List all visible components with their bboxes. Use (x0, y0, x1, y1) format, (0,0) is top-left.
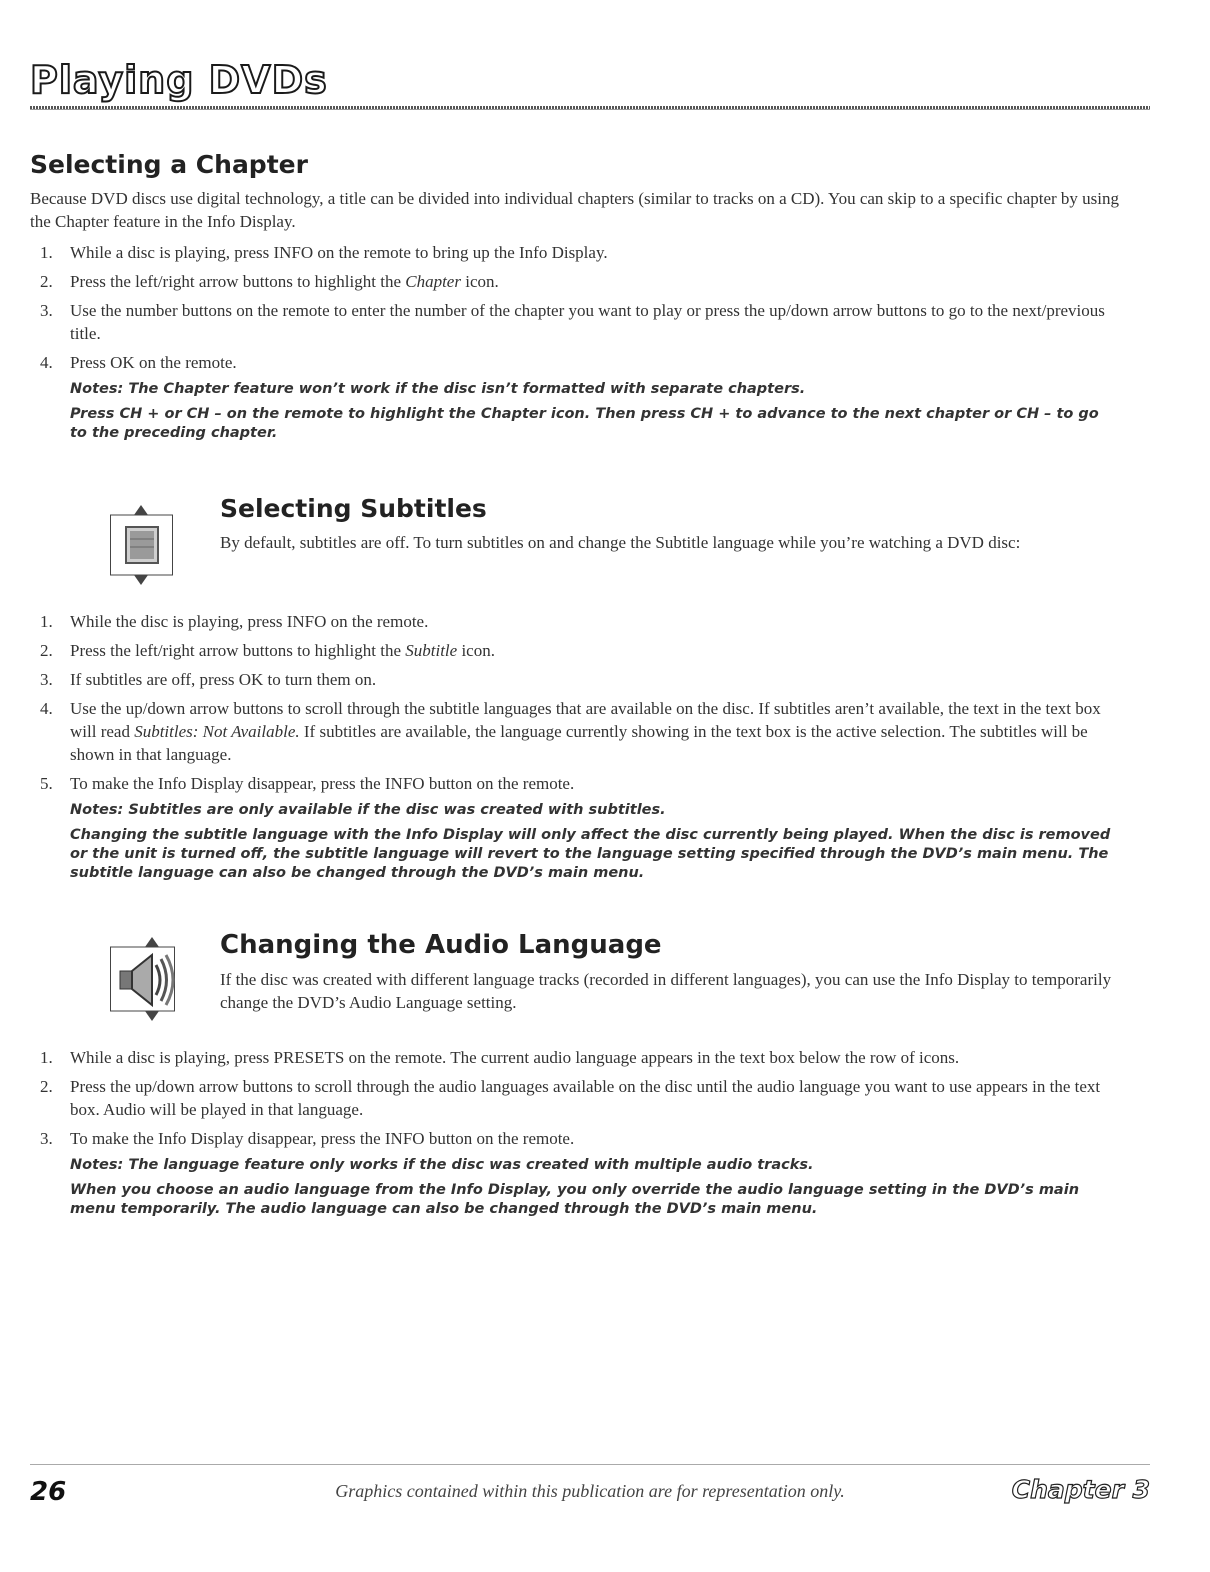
list-item: 1. While the disc is playing, press INFO on the remote. (40, 612, 429, 631)
list-item: 4. Press OK on the remote. (40, 353, 237, 372)
list-item: 4. Use the up/down arrow buttons to scroll through the subtitle languages that are available on the disc. If subtitles aren’t available, the text in the text box will read Subtitles: Not Available. If subtitles are available, the language currently showing in the text box is the active selection. The subtitles will be shown in that language. (40, 699, 1101, 764)
note: Notes: The language feature only works if the disc was created with multiple audio tracks. (70, 1157, 814, 1173)
audio-steps (40, 1046, 1120, 1150)
subtitles-steps (40, 610, 1120, 795)
list-item: 2. Press the left/right arrow buttons to highlight the Subtitle icon. (40, 641, 495, 660)
note: Press CH + or CH – on the remote to highlight the Chapter icon. Then press CH + to advance to the next chapter or CH – to go to the preceding chapter. (70, 406, 1099, 441)
footer-note: Graphics contained within this publication are for representation only. (335, 1481, 845, 1501)
subtitles-notes (70, 801, 1120, 883)
chapter-label: Chapter 3 (1011, 1475, 1150, 1504)
chapter-section (30, 150, 1120, 449)
header-rule (30, 106, 1150, 110)
subtitles-header (220, 494, 1140, 554)
list-item: 2. Press the up/down arrow buttons to scroll through the audio languages available on the disc until the audio language you want to use appears in the text box. Audio will be played in that language. (40, 1077, 1101, 1119)
note: Changing the subtitle language with the Info Display will only affect the disc currently being played. When the disc is removed or the unit is turned off, the subtitle language will revert to the language setting specified through the DVD’s main menu. The subtitle language can also be changed through the DVD’s main menu. (70, 827, 1111, 881)
subtitle-icon (110, 503, 174, 583)
subtitles-intro: By default, subtitles are off. To turn subtitles on and change the Subtitle language while you’re watching a DVD disc: (220, 533, 1021, 552)
chapter-heading: Selecting a Chapter (30, 150, 308, 179)
audio-heading: Changing the Audio Language (220, 930, 662, 960)
audio-header (220, 930, 1140, 1014)
subtitles-heading: Selecting Subtitles (220, 494, 487, 523)
page-number: 26 (30, 1477, 67, 1507)
list-item: 3. Use the number buttons on the remote to enter the number of the chapter you want to play or press the up/down arrow buttons to go to the next/previous title. (40, 301, 1105, 343)
list-item: 1. While a disc is playing, press INFO on the remote to bring up the Info Display. (40, 243, 608, 262)
chapter-notes (70, 380, 1120, 443)
page-footer (30, 1464, 1150, 1513)
note: Notes: The Chapter feature won’t work if the disc isn’t formatted with separate chapters. (70, 381, 806, 397)
page-header (30, 58, 1150, 110)
list-item: 2. Press the left/right arrow buttons to highlight the Chapter icon. (40, 272, 499, 291)
subtitles-section (40, 610, 1120, 889)
audio-section (40, 1046, 1120, 1225)
note: When you choose an audio language from the Info Display, you only override the audio language setting in the DVD’s main menu temporarily. The audio language can also be changed through the DVD’s main menu. (70, 1182, 1080, 1217)
page-title: Playing DVDs (30, 58, 328, 102)
audio-intro: If the disc was created with different language tracks (recorded in different languages), you can use the Info Display to temporarily change the DVD’s Audio Language setting. (220, 970, 1112, 1012)
list-item: 3. If subtitles are off, press OK to turn them on. (40, 670, 377, 689)
list-item: 3. To make the Info Display disappear, press the INFO button on the remote. (40, 1129, 575, 1148)
audio-notes (70, 1156, 1120, 1219)
note: Notes: Subtitles are only available if the disc was created with subtitles. (70, 802, 666, 818)
chapter-steps (40, 241, 1120, 374)
list-item: 5. To make the Info Display disappear, press the INFO button on the remote. (40, 774, 575, 793)
chapter-intro: Because DVD discs use digital technology, a title can be divided into individual chapters (similar to tracks on a CD). You can skip to a specific chapter by using the Chapter feature in the Info Display. (30, 189, 1120, 231)
list-item: 1. While a disc is playing, press PRESETS on the remote. The current audio language appears in the text box below the row of icons. (40, 1048, 960, 1067)
audio-speaker-icon (110, 935, 174, 1015)
